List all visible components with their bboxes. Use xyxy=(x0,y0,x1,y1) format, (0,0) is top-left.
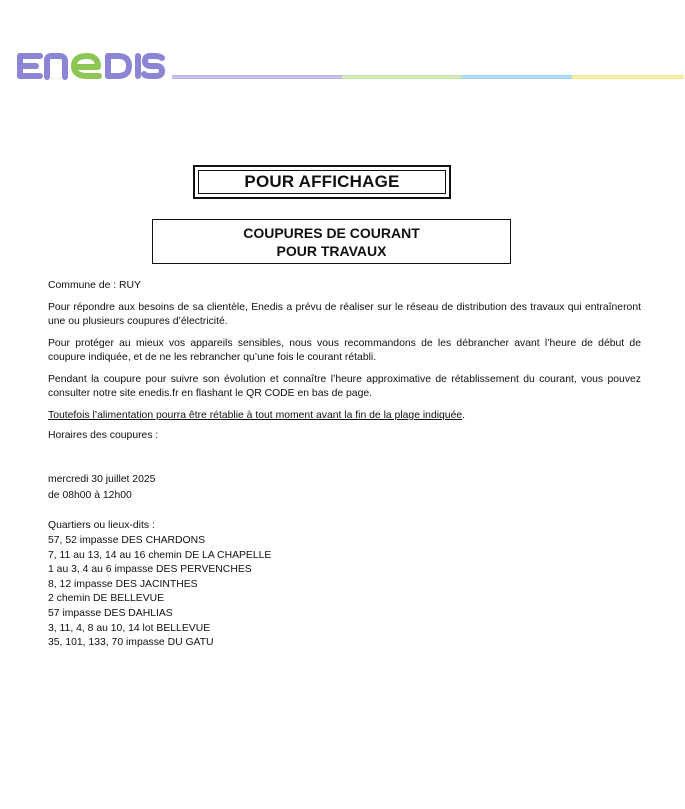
title-line-1: COUPURES DE COURANT xyxy=(243,224,420,241)
commune-line: Commune de : RUY xyxy=(48,280,141,291)
list-item: 2 chemin DE BELLEVUE xyxy=(48,593,165,605)
list-item: 57 impasse DES DAHLIAS xyxy=(48,607,173,619)
pour-affichage-box xyxy=(193,165,451,199)
pour-affichage-label: POUR AFFICHAGE xyxy=(198,170,446,194)
list-item: 1 au 3, 4 au 6 impasse DES PERVENCHES xyxy=(48,564,252,576)
list-item: 8, 12 impasse DES JACINTHES xyxy=(48,578,198,590)
enedis-logo xyxy=(14,46,166,86)
notice-underlined: Toutefois l’alimentation pourra être rétablie à tout moment avant la fin de la plage indiquée xyxy=(48,410,463,421)
paragraph-1: Pour répondre aux besoins de sa clientèle, Enedis a prévu de réaliser sur le réseau de distribution des travaux qui entraîneront une ou plusieurs coupures d’électricité. xyxy=(48,302,641,327)
header-rule xyxy=(172,74,684,80)
paragraph-2: Pour protéger au mieux vos appareils sensibles, nous vous recommandons de les débrancher avant l’heure de début de coupure indiquée, et de ne les rebrancher qu’une fois le courant rétabli. xyxy=(48,338,641,363)
notice-line xyxy=(48,409,641,423)
outage-date: mercredi 30 juillet 2025 xyxy=(48,474,156,485)
notice-period: . xyxy=(462,410,466,421)
horaires-label: Horaires des coupures : xyxy=(48,430,159,441)
list-item: 3, 11, 4, 8 au 10, 14 lot BELLEVUE xyxy=(48,622,211,634)
notice-body xyxy=(48,279,641,651)
list-item: 35, 101, 133, 70 impasse DU GATU xyxy=(48,637,214,649)
title-box xyxy=(152,219,511,264)
quartiers-label: Quartiers ou lieux-dits : xyxy=(48,520,155,531)
list-item: 7, 11 au 13, 14 au 16 chemin DE LA CHAPELLE xyxy=(48,549,272,561)
paragraph-3: Pendant la coupure pour suivre son évolution et connaître l’heure approximative de rétablissement du courant, vous pouvez consulter notre site enedis.fr en flashant le QR CODE en bas de page. xyxy=(48,374,641,399)
title-line-2: POUR TRAVAUX xyxy=(276,242,387,259)
outage-time: de 08h00 à 12h00 xyxy=(48,490,132,501)
header-rule-graphic xyxy=(172,74,684,80)
enedis-logo-graphic xyxy=(14,46,166,86)
quartiers-list xyxy=(48,534,641,651)
list-item: 57, 52 impasse DES CHARDONS xyxy=(48,535,206,546)
